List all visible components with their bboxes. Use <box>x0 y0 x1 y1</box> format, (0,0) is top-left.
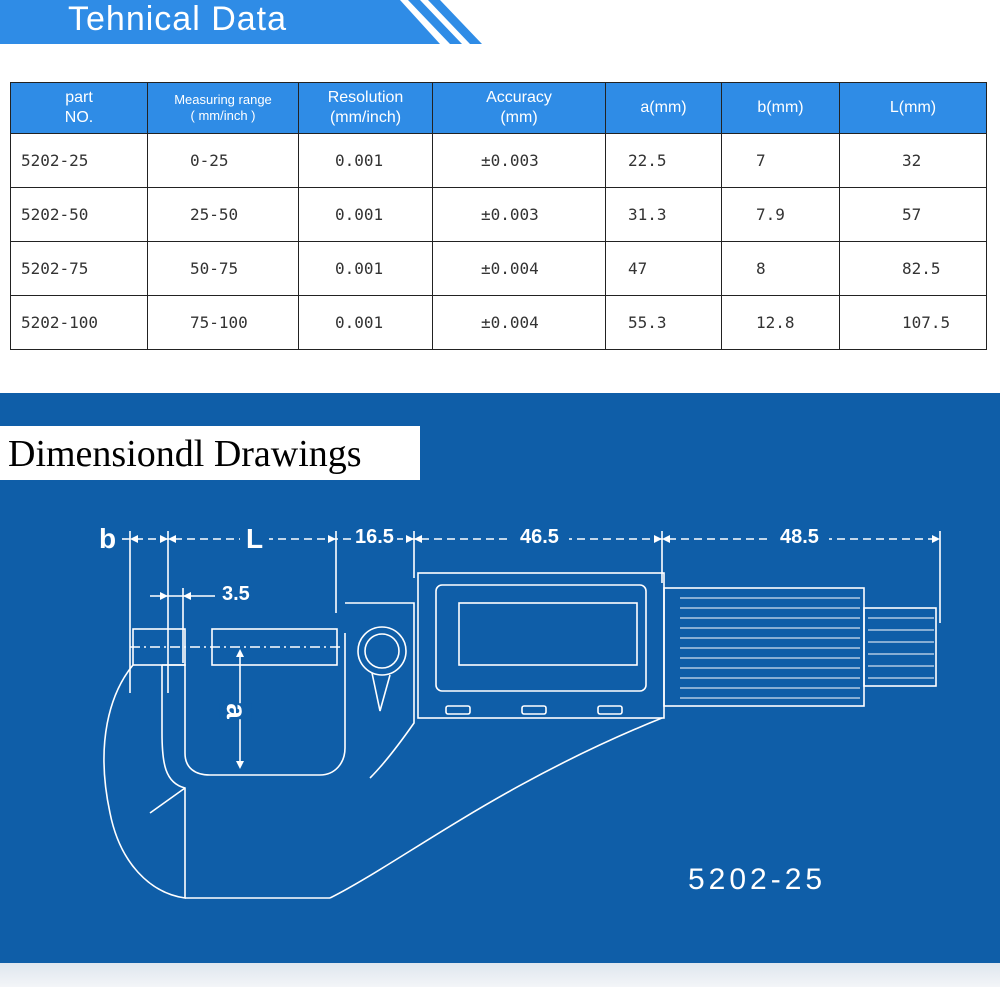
col-header-text: Measuring range <box>174 92 272 107</box>
bottom-strip <box>0 963 1000 987</box>
drawing-title: Dimensiondl Drawings <box>8 433 362 475</box>
cell-part-no: 5202-50 <box>11 188 148 242</box>
cell-measuring-range: 50-75 <box>148 242 299 296</box>
cell-accuracy: ±0.004 <box>433 242 606 296</box>
lock-ring-inner <box>365 634 399 668</box>
model-number: 5202-25 <box>688 863 827 896</box>
label-3-5: 3.5 <box>222 583 250 605</box>
spec-table <box>10 82 987 350</box>
col-header-resolution <box>299 83 433 134</box>
cell-resolution: 0.001 <box>299 188 433 242</box>
col-header-text: Resolution <box>327 89 404 106</box>
section-banner <box>0 0 490 48</box>
table-row <box>11 242 987 296</box>
cell-b: 8 <box>722 242 840 296</box>
cell-a: 55.3 <box>606 296 722 350</box>
button-3 <box>598 706 622 714</box>
label-b: b <box>96 523 119 555</box>
col-header-measuring-range <box>148 83 299 134</box>
table-header-row <box>11 83 987 134</box>
frame-neck <box>345 603 414 778</box>
arrowheads <box>130 535 940 769</box>
display-bezel <box>436 585 646 691</box>
cell-accuracy: ±0.003 <box>433 134 606 188</box>
display-screen <box>459 603 637 665</box>
cell-a: 47 <box>606 242 722 296</box>
col-header-text: ( mm/inch ) <box>190 108 256 123</box>
cell-part-no: 5202-75 <box>11 242 148 296</box>
button-1 <box>446 706 470 714</box>
display-body <box>418 573 664 718</box>
frame-outer <box>104 665 185 898</box>
cell-l: 57 <box>840 188 987 242</box>
col-header-a <box>606 83 722 134</box>
cell-part-no: 5202-100 <box>11 296 148 350</box>
frame-curve <box>330 718 662 898</box>
cell-b: 7 <box>722 134 840 188</box>
cell-a: 22.5 <box>606 134 722 188</box>
label-46-5: 46.5 <box>510 526 569 549</box>
cell-resolution: 0.001 <box>299 242 433 296</box>
col-header-l <box>840 83 987 134</box>
cell-b: 12.8 <box>722 296 840 350</box>
ratchet <box>864 608 936 686</box>
col-header-b <box>722 83 840 134</box>
section-title: Tehnical Data <box>68 0 288 38</box>
lock-lever <box>372 673 390 711</box>
table-row <box>11 296 987 350</box>
cell-accuracy: ±0.003 <box>433 188 606 242</box>
col-header-text: a(mm) <box>640 99 687 116</box>
frame-inner <box>162 633 345 775</box>
label-a: a <box>220 703 252 719</box>
cell-part-no: 5202-25 <box>11 134 148 188</box>
micrometer-drawing <box>0 393 1000 963</box>
cell-measuring-range: 25-50 <box>148 188 299 242</box>
col-header-text: b(mm) <box>757 99 804 116</box>
cell-l: 82.5 <box>840 242 987 296</box>
cell-a: 31.3 <box>606 188 722 242</box>
cell-l: 32 <box>840 134 987 188</box>
button-2 <box>522 706 546 714</box>
cell-l: 107.5 <box>840 296 987 350</box>
cell-resolution: 0.001 <box>299 134 433 188</box>
col-header-text: L(mm) <box>889 99 937 116</box>
label-l: L <box>240 523 269 555</box>
frame-inner-line <box>150 788 185 813</box>
col-header-text: (mm) <box>500 109 538 126</box>
col-header-text: Accuracy <box>486 89 552 106</box>
label-48-5: 48.5 <box>770 526 829 549</box>
col-header-text: (mm/inch) <box>329 109 402 126</box>
cell-measuring-range: 0-25 <box>148 134 299 188</box>
col-header-accuracy <box>433 83 606 134</box>
table-row <box>11 134 987 188</box>
label-16-5: 16.5 <box>352 526 397 549</box>
cell-accuracy: ±0.004 <box>433 296 606 350</box>
col-header-text: NO. <box>64 109 94 126</box>
cell-measuring-range: 75-100 <box>148 296 299 350</box>
col-header-text: part <box>65 89 93 106</box>
cell-resolution: 0.001 <box>299 296 433 350</box>
dimensional-drawing-panel <box>0 393 1000 963</box>
col-header-part-no <box>11 83 148 134</box>
table-row <box>11 188 987 242</box>
cell-b: 7.9 <box>722 188 840 242</box>
thimble-knurling <box>680 598 934 698</box>
